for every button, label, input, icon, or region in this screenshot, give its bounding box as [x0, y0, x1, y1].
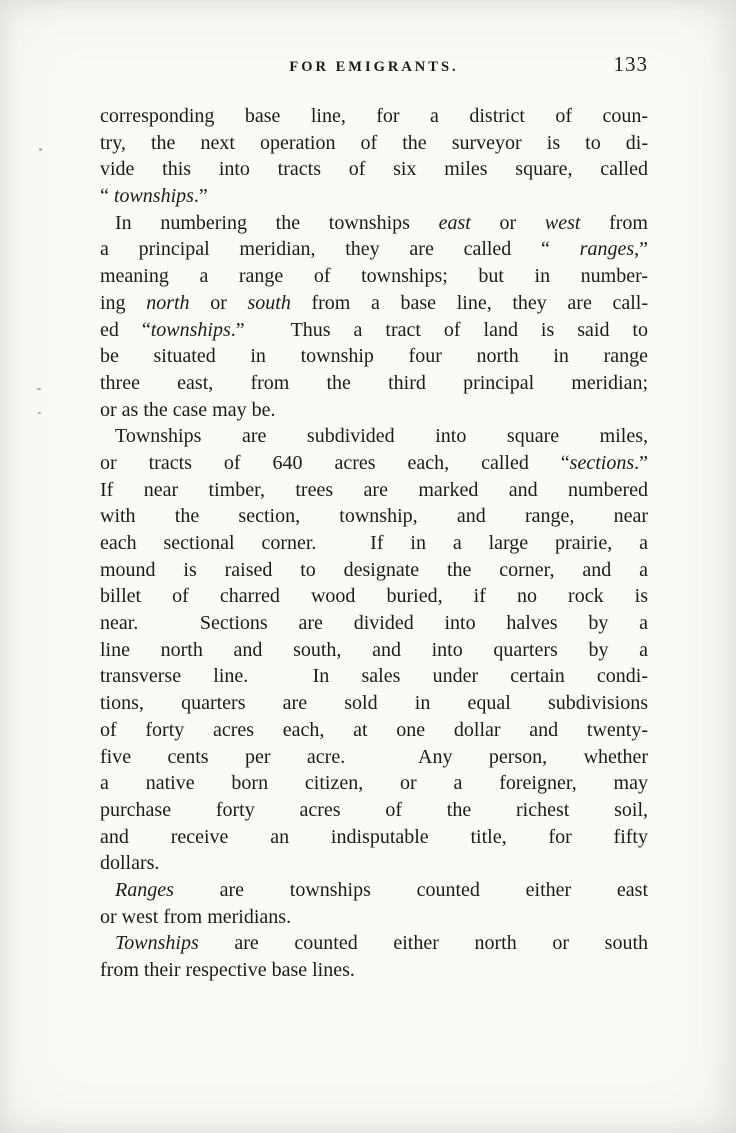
text-line: [100, 530, 648, 557]
text-line: [100, 637, 648, 664]
text-segment: or: [470, 211, 545, 234]
scan-speck: [37, 388, 41, 390]
text-segment: three east, from the third principal meridian;: [100, 371, 648, 394]
text-line: [100, 557, 648, 584]
text-segment: tions, quarters are sold in equal subdivisions: [100, 692, 648, 715]
text-line: [100, 610, 648, 637]
text-segment: “: [100, 185, 114, 208]
text-line: [100, 156, 648, 183]
text-segment: billet of charred wood buried, if no rock is: [100, 585, 648, 608]
text-segment: from: [580, 211, 648, 234]
italic-text-segment: west: [544, 211, 581, 234]
text-segment: from their respective base lines.: [100, 959, 355, 981]
text-segment: transverse line. In sales under certain condi-: [100, 665, 648, 688]
text-line: [100, 797, 648, 824]
text-segment: are counted either north or south: [198, 932, 648, 955]
text-line: [100, 503, 648, 530]
page-number: 133: [613, 52, 648, 76]
text-line: [100, 397, 648, 424]
scan-speck: [38, 412, 41, 414]
text-line: [100, 850, 648, 877]
text-line: [100, 450, 648, 477]
text-segment: a principal meridian, they are called “: [100, 238, 580, 261]
text-segment: are townships counted either east: [173, 878, 648, 901]
italic-text-segment: north: [146, 291, 190, 314]
text-segment: Townships are subdivided into square miles,: [115, 425, 648, 448]
running-title: FOR EMIGRANTS.: [289, 59, 459, 75]
text-segment: .”: [634, 451, 648, 474]
text-segment: In numbering the townships: [115, 211, 439, 234]
text-segment: and receive an indisputable title, for fifty: [100, 825, 648, 848]
text-line: [100, 317, 648, 344]
text-segment: .” Thus a tract of land is said to: [230, 318, 648, 341]
text-line: [100, 904, 648, 931]
text-segment: dollars.: [100, 852, 160, 875]
italic-text-segment: east: [438, 211, 471, 234]
text-line: [100, 423, 648, 450]
text-line: [100, 663, 648, 690]
paragraph: [100, 423, 648, 877]
text-segment: ,”: [634, 238, 648, 261]
text-segment: a native born citizen, or a foreigner, may: [100, 772, 648, 795]
text-line: [100, 690, 648, 717]
text-line: [100, 824, 648, 851]
text-segment: each sectional corner. If in a large prairie, a: [100, 532, 648, 554]
text-segment: meaning a range of townships; but in number-: [100, 265, 648, 288]
paragraph: [100, 103, 648, 210]
text-segment: five cents per acre. Any person, whether: [100, 745, 648, 768]
text-line: [100, 210, 648, 237]
text-segment: or as the case may be.: [100, 398, 276, 421]
text-segment: be situated in township four north in range: [100, 345, 648, 368]
italic-text-segment: Ranges: [115, 878, 174, 901]
text-line: [100, 343, 648, 370]
page-header: [100, 52, 648, 82]
text-line: [100, 770, 648, 797]
scan-speck: [39, 148, 42, 151]
text-segment: or: [189, 291, 248, 314]
text-line: [100, 957, 648, 984]
text-block: [100, 103, 648, 984]
text-line: [100, 930, 648, 957]
text-segment: with the section, township, and range, near: [100, 505, 648, 528]
text-line: [100, 477, 648, 504]
text-segment: If near timber, trees are marked and numbered: [100, 478, 648, 501]
paragraph: [100, 930, 648, 983]
italic-text-segment: townships: [113, 185, 194, 208]
italic-text-segment: townships: [150, 318, 231, 341]
text-segment: try, the next operation of the surveyor is to di-: [100, 131, 648, 154]
text-line: [100, 370, 648, 397]
text-line: [100, 263, 648, 290]
text-segment: purchase forty acres of the richest soil,: [100, 798, 648, 821]
text-segment: from a base line, they are call-: [290, 291, 648, 314]
paragraph: [100, 210, 648, 424]
text-segment: line north and south, and into quarters by a: [100, 638, 648, 661]
italic-text-segment: sections: [569, 451, 635, 474]
text-segment: corresponding base line, for a district of coun-: [100, 105, 648, 127]
text-segment: near. Sections are divided into halves by a: [100, 612, 648, 635]
text-segment: vide this into tracts of six miles square, called: [100, 158, 648, 181]
text-line: [100, 583, 648, 610]
text-line: [100, 103, 648, 130]
text-segment: of forty acres each, at one dollar and twenty-: [100, 718, 648, 741]
italic-text-segment: Townships: [115, 932, 199, 955]
text-line: [100, 744, 648, 771]
text-segment: .”: [193, 185, 208, 208]
text-segment: ed “: [100, 318, 151, 341]
text-line: [100, 717, 648, 744]
paragraph: [100, 877, 648, 930]
text-line: [100, 877, 648, 904]
text-segment: ing: [100, 291, 147, 314]
text-line: [100, 130, 648, 157]
text-segment: or west from meridians.: [100, 905, 292, 928]
text-segment: or tracts of 640 acres each, called “: [100, 451, 570, 474]
text-line: [100, 236, 648, 263]
italic-text-segment: ranges: [579, 238, 635, 261]
text-line: [100, 290, 648, 317]
text-line: [100, 183, 648, 210]
text-segment: mound is raised to designate the corner, and a: [100, 558, 648, 581]
italic-text-segment: south: [247, 291, 291, 314]
